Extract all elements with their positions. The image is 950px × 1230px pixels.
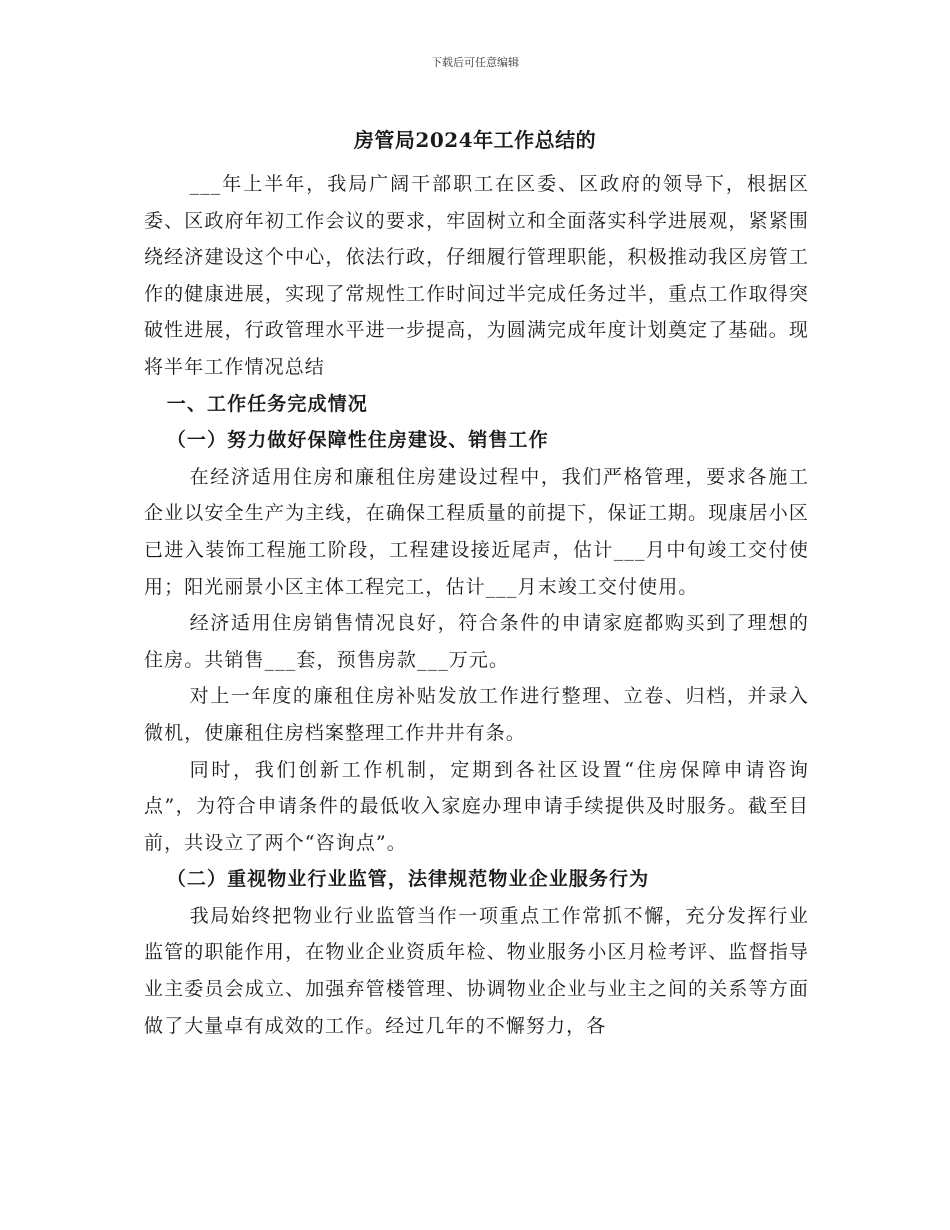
subsection-heading: （一）努力做好保障性住房建设、销售工作 xyxy=(166,429,549,452)
section-heading: 一、工作任务完成情况 xyxy=(166,392,368,415)
body-paragraph: 我局始终把物业行业监管当作一项重点工作常抓不懈，充分发挥行业监管的职能作用，在物业企业资质年检、物业服务小区月检考评、监督指导业主委员会成立、加强弃管楼管理、协调物业企业与业主之间的关系等方面做了大量卓有成效的工作。经过几年的不懈努力，各 xyxy=(144,904,809,1037)
header-note: 下载后可任意编辑 xyxy=(431,56,519,69)
document-title: 房管局2024年工作总结的 xyxy=(353,128,597,152)
document-body xyxy=(144,166,809,1044)
body-paragraph: 在经济适用住房和廉租住房建设过程中，我们严格管理，要求各施工企业以安全生产为主线，在确保工程质量的前提下，保证工期。现康居小区已进入装饰工程施工阶段，工程建设接近尾声，估计___月中旬竣工交付使用；阳光丽景小区主体工程完工，估计___月末竣工交付使用。 xyxy=(144,465,809,598)
body-paragraph: 经济适用住房销售情况良好，符合条件的申请家庭都购买到了理想的住房。共销售___套，预售房款___万元。 xyxy=(144,612,809,671)
body-paragraph: 对上一年度的廉租住房补贴发放工作进行整理、立卷、归档，并录入微机，使廉租住房档案整理工作井井有条。 xyxy=(144,685,809,744)
body-paragraph: 同时，我们创新工作机制，定期到各社区设置“住房保障申请咨询点”，为符合申请条件的最低收入家庭办理申请手续提供及时服务。截至目前，共设立了两个“咨询点”。 xyxy=(144,758,809,854)
intro-paragraph: ___年上半年，我局广阔干部职工在区委、区政府的领导下，根据区委、区政府年初工作会议的要求，牢固树立和全面落实科学进展观，紧紧围绕经济建设这个中心，依法行政，仔细履行管理职能，积极推动我区房管工作的健康进展，实现了常规性工作时间过半完成任务过半，重点工作取得突破性进展，行政管理水平进一步提高，为圆满完成年度计划奠定了基础。现将半年工作情况总结 xyxy=(144,173,809,378)
subsection-heading: （二）重视物业行业监管，法律规范物业企业服务行为 xyxy=(166,868,650,891)
